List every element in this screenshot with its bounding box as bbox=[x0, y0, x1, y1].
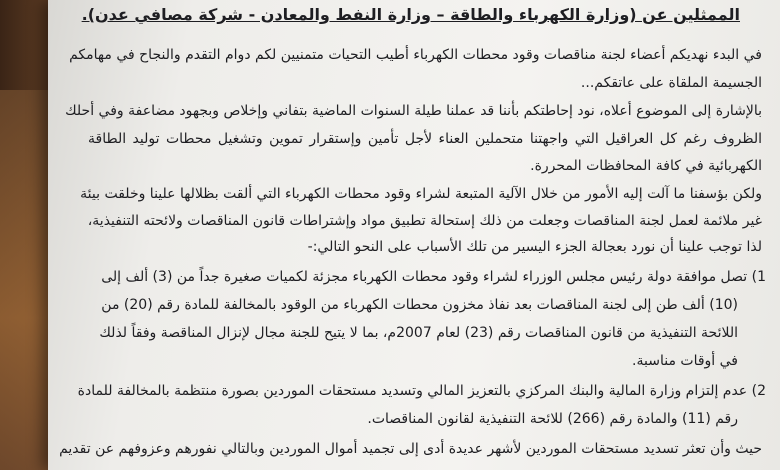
document-title: الممثلين عن (وزارة الكهرباء والطاقة – وزارة النفط والمعادن - شركة مصافي عدن). bbox=[81, 5, 740, 24]
item1-line-4: في أوقات مناسبة. bbox=[632, 353, 738, 369]
para3-line-2: غير ملائمة لعمل لجنة المناقصات وجعلت من ذلك إستحالة تطبيق مواد وإشتراطات قانون المناقصات ولائحته التنفيذية، bbox=[87, 213, 762, 229]
para2-line-1: بالإشارة إلى الموضوع أعلاه، نود إحاطتكم بأننا قد عملنا طيلة السنوات الماضية بتفاني وإخلاص وبجهود مضاعفة وفي أحلك bbox=[65, 103, 762, 119]
para3-line-3: لذا توجب علينا أن نورد بعجالة الجزء اليسير من تلك الأسباب على النحو التالي:- bbox=[307, 239, 762, 255]
item1-line-1: 1) تصل موافقة دولة رئيس مجلس الوزراء لشراء وقود محطات الكهرباء مجزئة لكميات صغيرة جداً من (3) ألف إلى bbox=[101, 269, 766, 285]
intro-line-1: في البدء نهديكم أعضاء لجنة مناقصات وقود محطات الكهرباء أطيب التحيات متمنيين لكم دوام التقدم والنجاح في مهامكم bbox=[69, 47, 762, 63]
para2-line-3: الكهربائية في كافة المحافظات المحررة. bbox=[530, 158, 762, 174]
document-page bbox=[48, 0, 780, 470]
intro-line-2: الجسيمة الملقاة على عاتقكم... bbox=[580, 75, 762, 91]
item2-line-1: 2) عدم إلتزام وزارة المالية والبنك المركزي بالتعزيز المالي وتسديد مستحقات الموردين بصورة منتظمة بالمخالفة للمادة bbox=[77, 383, 766, 399]
item1-line-3: اللائحة التنفيذية من قانون المناقصات رقم (23) لعام 2007م، بما لا يتيح للجنة مجال لإنزال المناقصة وفقاً لذلك bbox=[99, 325, 738, 341]
para3-line-1: ولكن بؤسفنا ما آلت إليه الأمور من خلال الآلية المتبعة لشراء وقود محطات الكهرباء التي ألقت بظلالها علينا وخلقت بيئة bbox=[80, 186, 762, 202]
item1-line-2: (10) ألف طن إلى لجنة المناقصات بعد نفاذ مخزون محطات الكهرباء من الوقود بالمخالفة للمادة رقم (20) من bbox=[101, 297, 738, 313]
para4-line-1: حيث وأن تعثر تسديد مستحقات الموردين لأشهر عديدة أدى إلى تجميد أموال الموردين وبالتالي نفورهم وعزوفهم عن تقديم bbox=[59, 441, 762, 457]
item2-line-2: رقم (11) والمادة رقم (266) للائحة التنفيذية لقانون المناقصات. bbox=[367, 411, 738, 427]
para2-line-2: الظروف رغم كل العراقيل التي واجهتنا متحملين العناء لأجل تأمين وإستقرار تموين وتشغيل محطات توليد الطاقة bbox=[88, 131, 762, 147]
